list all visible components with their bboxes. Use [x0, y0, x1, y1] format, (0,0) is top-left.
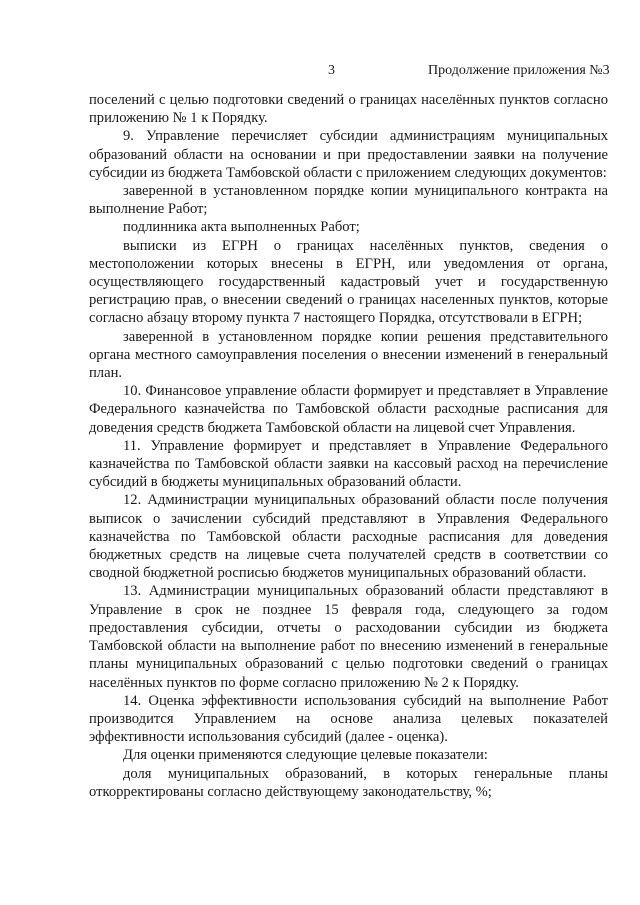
- document-body: [89, 91, 608, 801]
- paragraph: выписки из ЕГРН о границах населённых пунктов, сведения о местоположении которых внесены в ЕГРН, или уведомления от органа, осуществляющего государственный кадастровый учет и государственную регистрацию прав, о внесении сведений о границах населенных пунктов, которые согласно абзацу второму пункта 7 настоящего Порядка, отсутствовали в ЕГРН;: [89, 237, 608, 327]
- paragraph: подлинника акта выполненных Работ;: [123, 219, 360, 236]
- paragraph: 14. Оценка эффективности использования субсидий на выполнение Работ производится Управлением на основе анализа целевых показателей эффективности использования субсидий (далее - оценка).: [89, 692, 608, 746]
- paragraph: Для оценки применяются следующие целевые показатели:: [123, 747, 488, 764]
- paragraph: 12. Администрации муниципальных образований области после получения выписок о зачислении субсидий представляют в Управления Федерального казначейства по Тамбовской области расходные расписания для доведения бюджетных средств на лицевые счета получателей средств в соответствии со сводной бюджетной росписью бюджетов муниципальных образований области.: [89, 492, 608, 582]
- paragraph: заверенной в установленном порядке копии муниципального контракта на выполнение Работ;: [89, 183, 608, 218]
- paragraph: заверенной в установленном порядке копии решения представительного органа местного самоуправления поселения о внесении изменений в генеральный план.: [89, 328, 608, 382]
- paragraph: поселений с целью подготовки сведений о границах населённых пунктов согласно приложению № 1 к Порядку.: [89, 92, 608, 127]
- continuation-header: Продолжение приложения №3: [428, 63, 610, 78]
- paragraph: доля муниципальных образований, в которых генеральные планы откорректированы согласно действующему законодательству, %;: [89, 765, 608, 800]
- paragraph: 10. Финансовое управление области формирует и представляет в Управление Федерального казначейства по Тамбовской области расходные расписания для доведения средств бюджета Тамбовской области на лицевой счет Управления.: [89, 383, 608, 436]
- paragraph: 9. Управление перечисляет субсидии администрациям муниципальных образований области на основании и при предоставлении заявки на получение субсидии из бюджета Тамбовской области с приложением следующих документов:: [89, 128, 608, 181]
- paragraph: 11. Управление формирует и представляет в Управление Федерального казначейства по Тамбовской области заявки на кассовый расход на перечисление субсидий в бюджеты муниципальных образований области.: [89, 437, 608, 491]
- paragraph: 13. Администрации муниципальных образований области представляют в Управление в срок не позднее 15 февраля года, следующего за годом предоставления субсидии, отчеты о расходовании субсидии из бюджета Тамбовской области на выполнение работ по внесению изменений в генеральные планы муниципальных образований с целью подготовки сведений о границах населённых пунктов по форме согласно приложению № 2 к Порядку.: [89, 583, 608, 691]
- page-number: 3: [328, 63, 335, 78]
